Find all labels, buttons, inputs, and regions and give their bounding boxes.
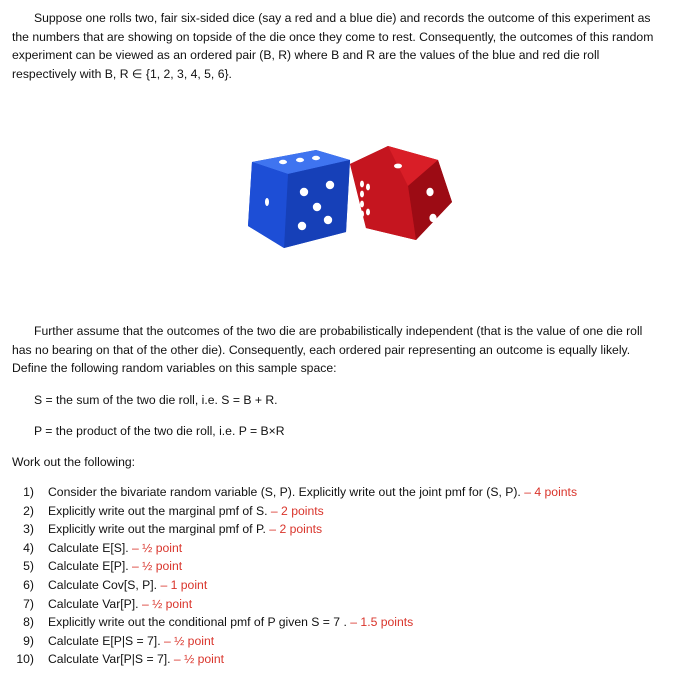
task-item: 2) Explicitly write out the marginal pmf of S. – 2 points — [23, 503, 324, 518]
points-label: – 1.5 points — [350, 615, 414, 630]
task-item: 1) Consider the bivariate random variable (S, P). Explicitly write out the joint pmf for (S, P). – 4 points — [23, 485, 578, 499]
blue-die-image — [248, 150, 350, 248]
task-item: 6) Calculate Cov[S, P]. – 1 point — [23, 577, 208, 592]
points-label: – ½ point — [141, 596, 193, 611]
definition-p: P = the product of the two die roll, i.e. P = B×R — [34, 424, 285, 438]
red-die-image — [350, 146, 452, 240]
dice-illustration — [238, 140, 458, 260]
intro-paragraph: Suppose one rolls two, fair six-sided dice (say a red and a blue die) and records the outcome of this experiment as the numbers that are showing on topside of the die once they come to rest. Consequently, the outcomes of this random experiment can be viewed as an ordered pair (B, R) where B and R are the values of the blue and red die roll respectively with B, R ∈ {1, 2, 3, 4, 5, 6}. — [12, 11, 654, 81]
task-list — [12, 483, 577, 669]
work-heading: Work out the following: — [12, 455, 136, 469]
independence-paragraph: Further assume that the outcomes of the two die are probabilistically independent (that is the value of one die roll has no bearing on that of the other die). Consequently, each ordered pair representing an outcome is equally likely. Define the following random variables on this sample space: — [12, 324, 643, 375]
points-label: – 2 points — [269, 522, 323, 537]
points-label: – ½ point — [163, 633, 215, 648]
task-item: 4) Calculate E[S]. – ½ point — [23, 540, 183, 555]
task-item: 9) Calculate E[P|S = 7]. – ½ point — [23, 633, 215, 648]
points-label: – 2 points — [270, 503, 324, 518]
task-item: 5) Calculate E[P]. – ½ point — [23, 559, 183, 574]
task-item: 10) Calculate Var[P|S = 7]. – ½ point — [16, 652, 225, 667]
points-label: – 1 point — [160, 577, 208, 592]
points-label: – ½ point — [132, 559, 183, 574]
points-label: – ½ point — [132, 540, 183, 555]
task-item: 3) Explicitly write out the marginal pmf of P. – 2 points — [23, 522, 323, 537]
definition-s: S = the sum of the two die roll, i.e. S = B + R. — [34, 393, 278, 407]
task-item: 8) Explicitly write out the conditional pmf of P given S = 7 . – 1.5 points — [23, 615, 414, 630]
task-item: 7) Calculate Var[P]. – ½ point — [23, 596, 193, 611]
points-label: – 4 points — [524, 485, 578, 499]
points-label: – ½ point — [173, 652, 225, 667]
